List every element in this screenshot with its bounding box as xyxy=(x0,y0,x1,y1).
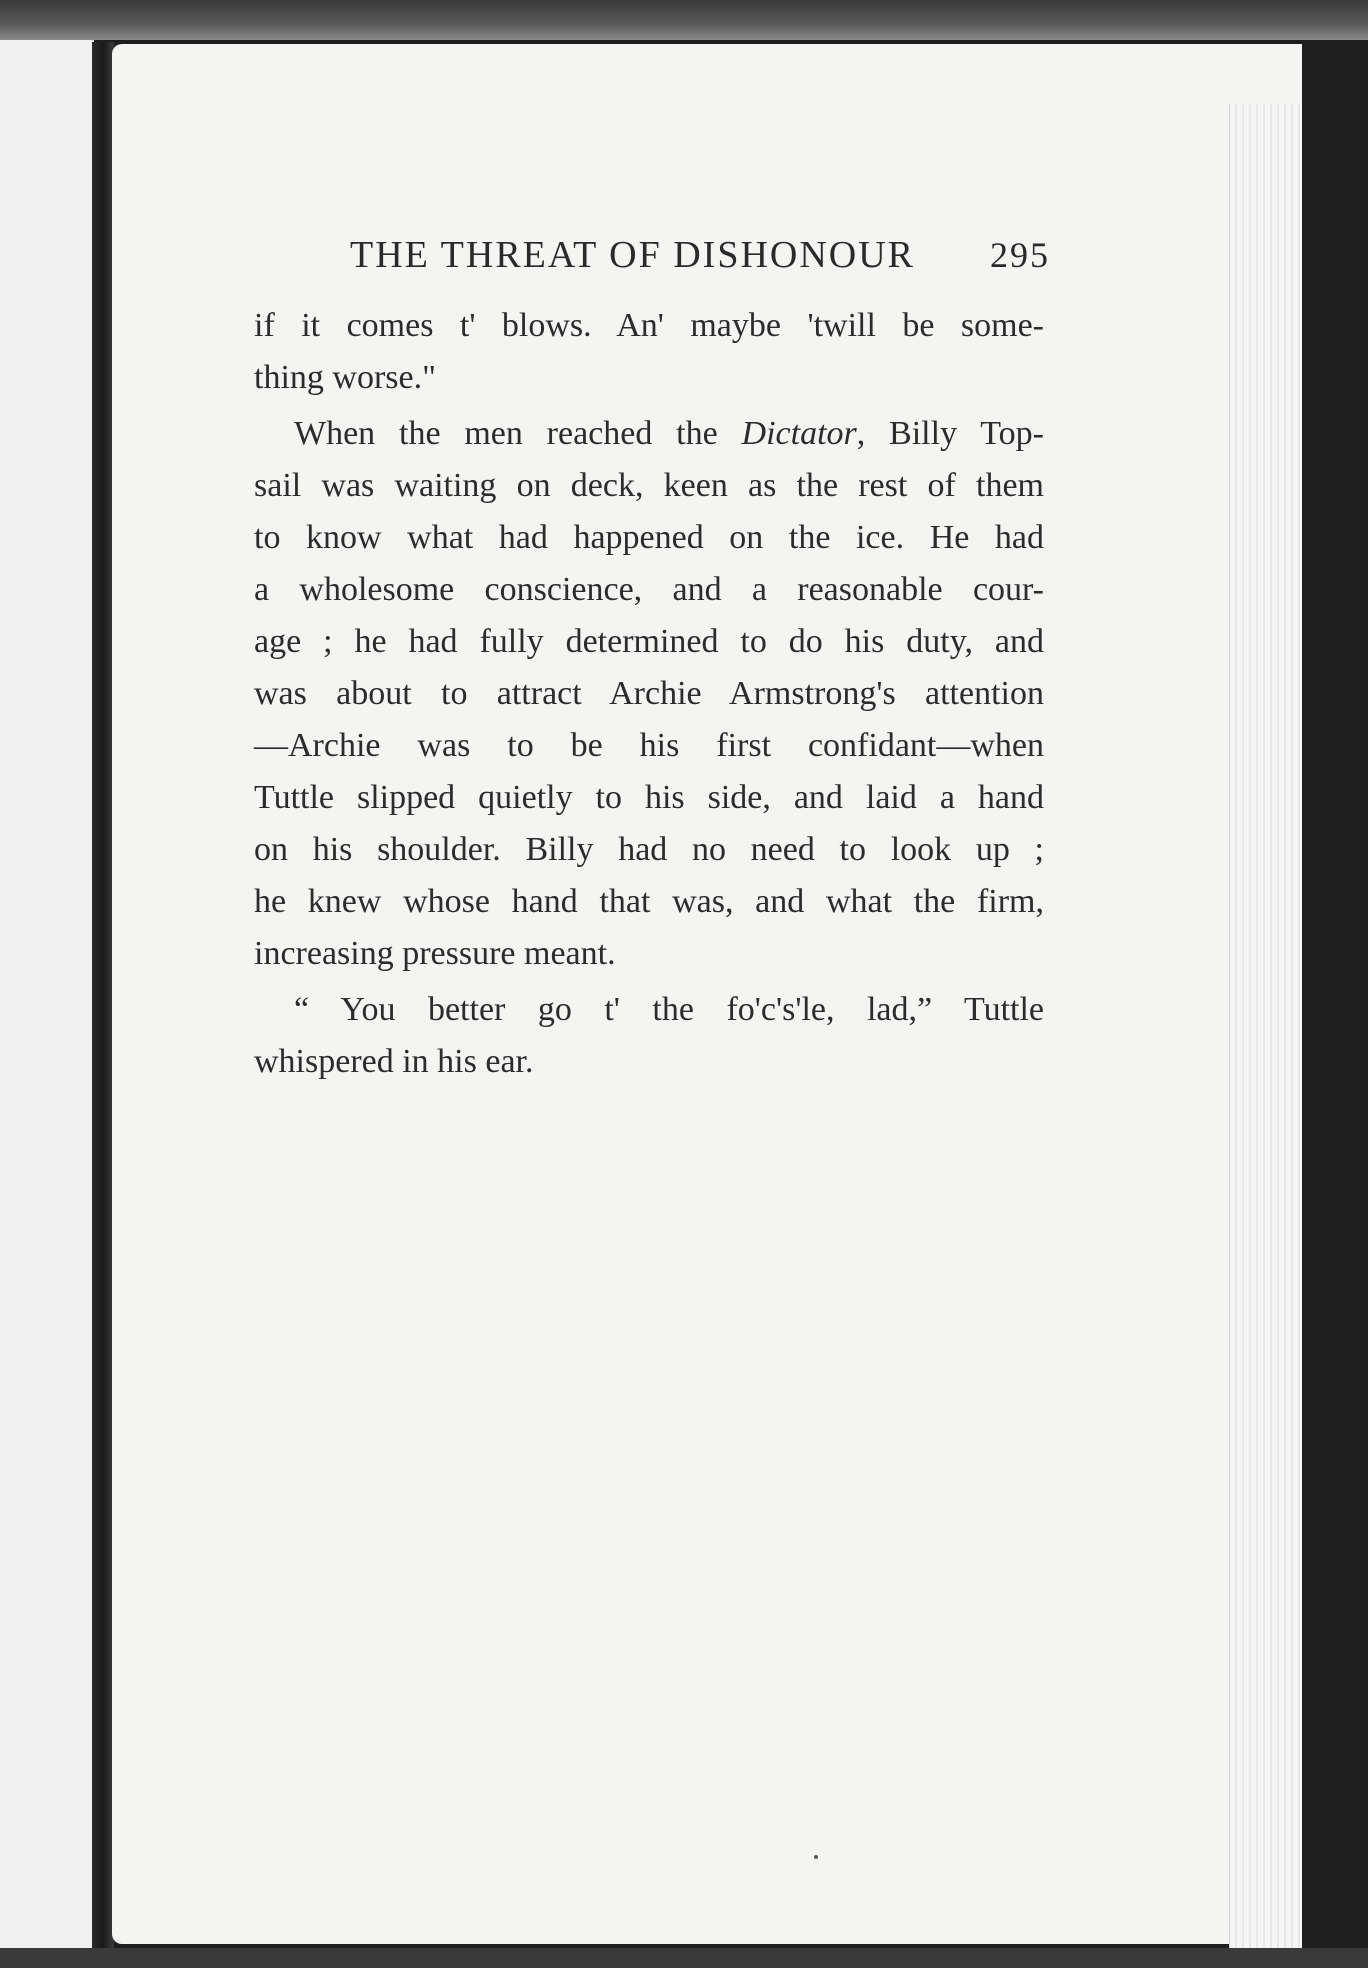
book-gutter xyxy=(92,42,114,1948)
text-line: increasing pressure meant. xyxy=(254,935,616,972)
text-line: was about to attract Archie Armstrong's attention xyxy=(254,675,1044,712)
page-stack-edge xyxy=(1229,104,1302,1968)
text-line: a wholesome conscience, and a reasonable cour- xyxy=(254,571,1044,608)
text-line: “ You better go t' the fo'c's'le, lad,” Tuttle xyxy=(294,991,1044,1028)
text-span: , Billy Top- xyxy=(856,415,1044,452)
page-number: 295 xyxy=(990,235,1050,275)
text-line: Tuttle slipped quietly to his side, and laid a hand xyxy=(254,779,1044,816)
text-line: to know what had happened on the ice. He had xyxy=(254,519,1044,556)
text-line: sail was waiting on deck, keen as the rest of them xyxy=(254,467,1044,504)
text-line: thing worse." xyxy=(254,359,436,396)
text-line xyxy=(254,408,1044,460)
running-head xyxy=(350,233,1050,277)
dust-speck xyxy=(814,1855,818,1859)
text-line: —Archie was to be his first confidant—when xyxy=(254,727,1044,764)
scanner-bottom-edge xyxy=(0,1948,1368,1968)
text-line: he knew whose hand that was, and what the firm, xyxy=(254,883,1044,920)
text-line: on his shoulder. Billy had no need to look up ; xyxy=(254,831,1044,868)
text-line: if it comes t' blows. An' maybe 'twill be some- xyxy=(254,307,1044,344)
ship-name: Dictator xyxy=(741,415,857,452)
text-line: age ; he had fully determined to do his duty, and xyxy=(254,623,1044,660)
text-line: whispered in his ear. xyxy=(254,1043,534,1080)
left-page-edge xyxy=(0,40,94,1948)
chapter-title: THE THREAT OF DISHONOUR xyxy=(350,234,916,276)
scanner-top-edge xyxy=(0,0,1368,40)
text-span: When the men reached the xyxy=(294,415,742,452)
body-text xyxy=(254,300,1044,1088)
